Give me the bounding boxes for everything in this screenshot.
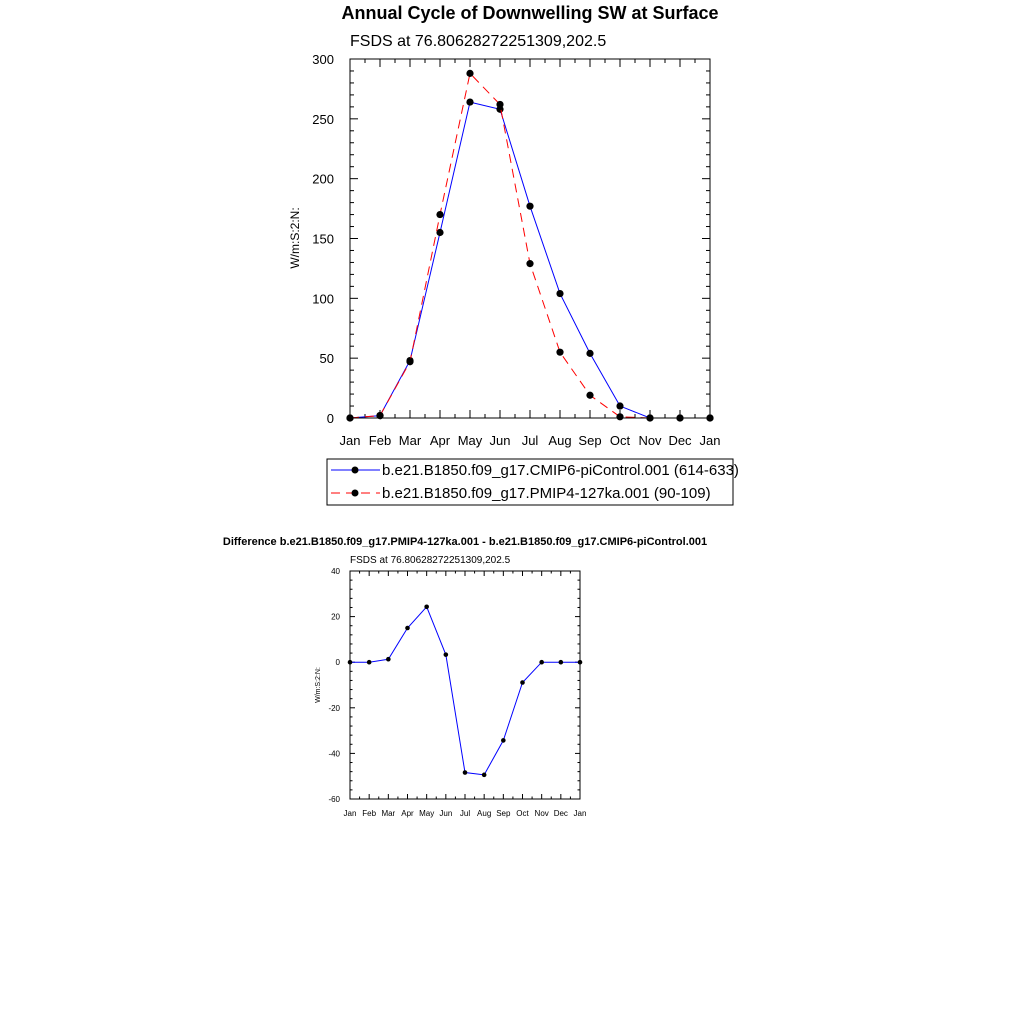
y-tick-label: 20 bbox=[331, 612, 340, 622]
series-0-point bbox=[586, 350, 593, 357]
y-tick-label: 100 bbox=[312, 291, 334, 307]
series-0-point bbox=[466, 98, 473, 105]
x-tick-label: Nov bbox=[638, 433, 662, 448]
main-chart bbox=[288, 3, 720, 448]
diff-chart bbox=[223, 536, 707, 818]
series-1-point bbox=[436, 211, 443, 218]
y-tick-label: -20 bbox=[328, 703, 340, 713]
x-tick-label: Oct bbox=[609, 433, 631, 448]
x-tick-label: Jan bbox=[339, 433, 361, 448]
series-line-1 bbox=[350, 73, 710, 418]
x-tick-label: Sep bbox=[496, 809, 511, 818]
x-tick-label: Feb bbox=[368, 433, 392, 448]
series-0-point bbox=[526, 203, 533, 210]
y-tick-label: 40 bbox=[331, 567, 340, 576]
series-0-point bbox=[616, 402, 623, 409]
x-tick-label: Jun bbox=[489, 433, 511, 448]
x-tick-label: Mar bbox=[398, 433, 422, 448]
x-tick-label: Jan bbox=[343, 809, 357, 818]
main-chart-ylabel: W/m:S:2:N: bbox=[288, 207, 302, 269]
x-tick-label: Sep bbox=[578, 433, 602, 448]
main-chart-series bbox=[346, 70, 713, 422]
y-tick-label: -60 bbox=[328, 795, 340, 804]
y-tick-label: 200 bbox=[312, 171, 334, 187]
x-tick-label: Aug bbox=[477, 809, 492, 818]
x-tick-label: May bbox=[457, 433, 483, 448]
y-tick-label: 0 bbox=[326, 411, 334, 426]
series-1-point bbox=[466, 70, 473, 77]
y-tick-label: 50 bbox=[319, 351, 334, 367]
x-tick-label: Jul bbox=[459, 809, 471, 818]
diff-chart-frame bbox=[350, 571, 580, 799]
series-0-point bbox=[482, 773, 487, 778]
main-chart-frame bbox=[350, 59, 710, 418]
diff-chart-ticks bbox=[328, 567, 586, 818]
x-tick-label: Jul bbox=[521, 433, 539, 448]
y-tick-label: 300 bbox=[312, 52, 334, 67]
x-tick-label: Jan bbox=[573, 809, 587, 818]
series-0-point bbox=[463, 770, 468, 775]
series-0-point bbox=[424, 604, 429, 609]
x-tick-label: Apr bbox=[401, 809, 414, 818]
series-0-point bbox=[556, 290, 563, 297]
series-1-point bbox=[586, 392, 593, 399]
series-1-point bbox=[406, 358, 413, 365]
y-tick-label: -40 bbox=[328, 749, 340, 759]
x-tick-label: Feb bbox=[362, 809, 377, 818]
main-chart-legend bbox=[327, 459, 739, 505]
y-tick-label: 150 bbox=[312, 231, 334, 247]
series-0-point bbox=[444, 652, 449, 657]
x-tick-label: Jan bbox=[699, 433, 721, 448]
series-0-point bbox=[367, 660, 372, 665]
y-tick-label: 0 bbox=[335, 658, 340, 668]
series-0-point bbox=[520, 680, 525, 685]
series-0-point bbox=[559, 660, 564, 665]
series-0-point bbox=[405, 626, 410, 631]
x-tick-label: Dec bbox=[553, 809, 568, 818]
y-tick-label: 250 bbox=[312, 111, 334, 127]
series-1-point bbox=[526, 260, 533, 267]
diff-chart-series bbox=[348, 604, 583, 777]
diff-chart-title: Difference b.e21.B1850.f09_g17.PMIP4-127ka.001 - b.e21.B1850.f09_g17.CMIP6-piControl.001 bbox=[222, 536, 708, 548]
series-0-point bbox=[436, 229, 443, 236]
x-tick-label: Dec bbox=[668, 433, 692, 448]
x-tick-label: Aug bbox=[548, 433, 572, 448]
legend-label-piControl: b.e21.B1850.f09_g17.CMIP6-piControl.001 (614-633) bbox=[382, 462, 739, 479]
legend-marker-piControl bbox=[352, 467, 359, 474]
legend-label-127ka: b.e21.B1850.f09_g17.PMIP4-127ka.001 (90-109) bbox=[382, 485, 711, 502]
diff-chart-subtitle: FSDS at 76.80628272251309,202.5 bbox=[350, 555, 511, 566]
x-tick-label: Oct bbox=[516, 809, 529, 818]
series-0-point bbox=[386, 657, 391, 662]
x-tick-label: Jun bbox=[439, 809, 453, 818]
diff-chart-ylabel: W/m:S:2:N: bbox=[315, 667, 322, 703]
series-line-0 bbox=[350, 607, 580, 775]
main-chart-ticks bbox=[312, 52, 720, 448]
series-0-point bbox=[501, 738, 506, 743]
series-1-point bbox=[556, 349, 563, 356]
x-tick-label: Apr bbox=[429, 433, 451, 448]
series-1-point bbox=[616, 413, 623, 420]
legend-marker-127ka bbox=[352, 490, 359, 497]
series-1-point bbox=[496, 101, 503, 108]
series-0-point bbox=[539, 660, 544, 665]
main-chart-title: Annual Cycle of Downwelling SW at Surface bbox=[341, 3, 719, 23]
x-tick-label: Mar bbox=[381, 809, 396, 818]
main-chart-subtitle: FSDS at 76.80628272251309,202.5 bbox=[350, 33, 607, 50]
x-tick-label: May bbox=[419, 809, 435, 818]
x-tick-label: Nov bbox=[534, 809, 549, 818]
